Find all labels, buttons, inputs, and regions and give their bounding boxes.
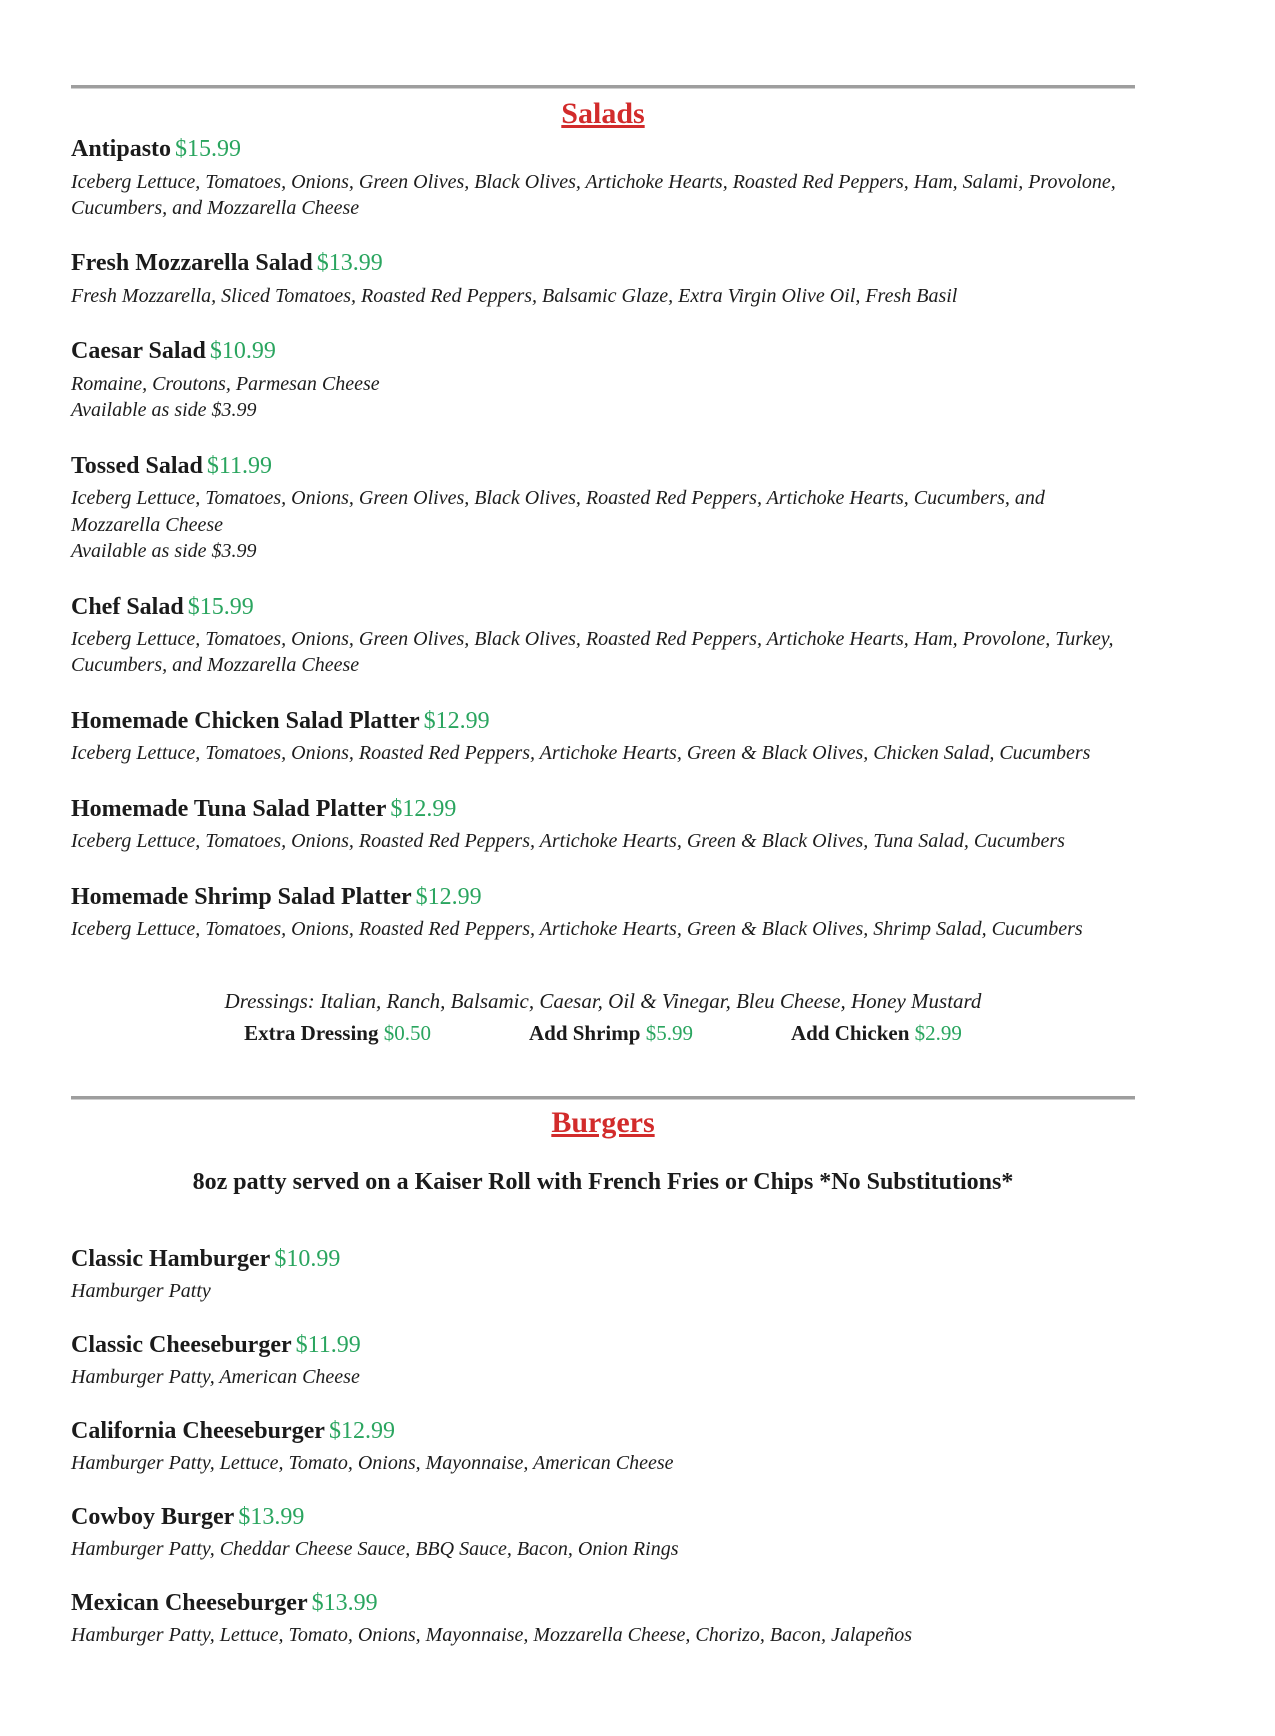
item-price: $13.99 <box>311 1589 378 1616</box>
item-description: Hamburger Patty, Lettuce, Tomato, Onions, Mayonnaise, Mozzarella Cheese, Chorizo, Bacon, Jalapeños <box>71 1624 913 1647</box>
item-name: Homemade Tuna Salad Platter <box>71 795 387 822</box>
item-name: Tossed Salad <box>71 452 203 479</box>
item-title <box>71 884 1135 912</box>
item-title <box>71 1504 1135 1532</box>
salads-section <box>71 136 1135 1046</box>
item-description: Iceberg Lettuce, Tomatoes, Onions, Green Olives, Black Olives, Roasted Red Peppers, Artichoke Hearts, Cucumbers, and Mozzarella Cheese <box>71 487 1045 536</box>
salads-footer <box>71 989 1135 1046</box>
item-title <box>71 1418 1135 1446</box>
item-side-note: Available as side $3.99 <box>71 540 257 563</box>
item-name: Caesar Salad <box>71 338 206 365</box>
menu-item-caesar-salad <box>71 338 1135 423</box>
menu-item-california-cheeseburger <box>71 1418 1135 1477</box>
item-name: Chef Salad <box>71 593 184 620</box>
menu-item-fresh-mozzarella-salad <box>71 250 1135 309</box>
item-name: Classic Cheeseburger <box>71 1331 292 1358</box>
item-name: California Cheeseburger <box>71 1417 325 1444</box>
menu-item-classic-hamburger <box>71 1246 1135 1305</box>
item-description: Hamburger Patty <box>71 1280 211 1303</box>
item-description: Iceberg Lettuce, Tomatoes, Onions, Roasted Red Peppers, Artichoke Hearts, Green & Black Olives, Tuna Salad, Cucumbers <box>71 830 1065 853</box>
item-price: $12.99 <box>423 707 490 734</box>
item-description: Hamburger Patty, Lettuce, Tomato, Onions, Mayonnaise, American Cheese <box>71 1452 674 1475</box>
menu-item-classic-cheeseburger <box>71 1332 1135 1391</box>
burgers-subtitle: 8oz patty served on a Kaiser Roll with French Fries or Chips *No Substitutions* <box>192 1168 1014 1195</box>
item-title <box>71 453 1135 481</box>
item-title <box>71 1590 1135 1618</box>
item-price: $15.99 <box>175 136 242 162</box>
item-title <box>71 250 1135 278</box>
item-description: Romaine, Croutons, Parmesan Cheese <box>71 372 380 395</box>
item-price: $10.99 <box>209 338 276 365</box>
addons-row <box>71 1021 1135 1046</box>
item-description: Iceberg Lettuce, Tomatoes, Onions, Roasted Red Peppers, Artichoke Hearts, Green & Black Olives, Shrimp Salad, Cucumbers <box>71 918 1083 941</box>
item-price: $11.99 <box>206 452 272 479</box>
addon-price: $5.99 <box>645 1020 693 1045</box>
item-title <box>71 1332 1135 1360</box>
dressings-list: Dressings: Italian, Ranch, Balsamic, Caesar, Oil & Vinegar, Bleu Cheese, Honey Mustard <box>224 988 982 1013</box>
burgers-heading-row <box>71 1106 1135 1139</box>
item-price: $13.99 <box>238 1503 305 1530</box>
addon-label: Extra Dressing <box>244 1020 379 1045</box>
item-title <box>71 1246 1135 1274</box>
menu-item-tuna-salad-platter <box>71 796 1135 855</box>
item-title <box>71 338 1135 366</box>
section-divider <box>71 1096 1135 1100</box>
item-description: Iceberg Lettuce, Tomatoes, Onions, Green Olives, Black Olives, Artichoke Hearts, Roasted Red Peppers, Ham, Salami, Provolone, Cucumbers, and Mozzarella Cheese <box>71 170 1116 219</box>
addon-label: Add Shrimp <box>528 1020 641 1045</box>
section-divider <box>71 85 1135 89</box>
item-price: $11.99 <box>295 1331 361 1358</box>
item-name: Classic Hamburger <box>71 1245 271 1272</box>
salads-heading-row <box>71 97 1135 130</box>
item-description: Hamburger Patty, American Cheese <box>71 1366 360 1389</box>
item-name: Antipasto <box>71 136 172 162</box>
item-description: Fresh Mozzarella, Sliced Tomatoes, Roasted Red Peppers, Balsamic Glaze, Extra Virgin Olive Oil, Fresh Basil <box>71 284 958 307</box>
item-name: Fresh Mozzarella Salad <box>71 250 313 277</box>
item-description: Iceberg Lettuce, Tomatoes, Onions, Green Olives, Black Olives, Roasted Red Peppers, Artichoke Hearts, Ham, Provolone, Turkey, Cucumbers, and Mozzarella Cheese <box>71 628 1114 677</box>
item-price: $13.99 <box>316 250 383 277</box>
menu-item-antipasto <box>71 136 1135 221</box>
addon-extra-dressing <box>244 1021 431 1046</box>
item-title <box>71 796 1135 824</box>
item-side-note: Available as side $3.99 <box>71 399 257 422</box>
menu-item-tossed-salad <box>71 453 1135 565</box>
item-price: $15.99 <box>187 593 254 620</box>
salads-section-title: Salads <box>561 97 645 130</box>
burgers-section <box>71 1246 1135 1649</box>
menu-item-shrimp-salad-platter <box>71 884 1135 943</box>
item-price: $12.99 <box>328 1417 395 1444</box>
item-title <box>71 136 1135 164</box>
item-description: Iceberg Lettuce, Tomatoes, Onions, Roasted Red Peppers, Artichoke Hearts, Green & Black Olives, Chicken Salad, Cucumbers <box>71 742 1091 765</box>
addon-price: $2.99 <box>914 1020 962 1045</box>
menu-item-cowboy-burger <box>71 1504 1135 1563</box>
item-name: Cowboy Burger <box>71 1503 235 1530</box>
menu-item-chicken-salad-platter <box>71 708 1135 767</box>
burgers-section-title: Burgers <box>551 1105 655 1139</box>
item-price: $12.99 <box>390 795 457 822</box>
addon-price: $0.50 <box>383 1020 431 1045</box>
menu-item-mexican-cheeseburger <box>71 1590 1135 1649</box>
item-name: Mexican Cheeseburger <box>71 1589 308 1616</box>
item-name: Homemade Chicken Salad Platter <box>71 707 420 734</box>
addon-label: Add Chicken <box>790 1020 910 1045</box>
item-price: $12.99 <box>415 883 482 910</box>
item-description: Hamburger Patty, Cheddar Cheese Sauce, BBQ Sauce, Bacon, Onion Rings <box>71 1538 679 1561</box>
item-title <box>71 708 1135 736</box>
item-title <box>71 594 1135 622</box>
menu-item-chef-salad <box>71 594 1135 679</box>
item-name: Homemade Shrimp Salad Platter <box>71 883 412 910</box>
item-price: $10.99 <box>274 1245 341 1272</box>
addon-add-chicken <box>791 1021 962 1046</box>
addon-add-shrimp <box>529 1021 693 1046</box>
